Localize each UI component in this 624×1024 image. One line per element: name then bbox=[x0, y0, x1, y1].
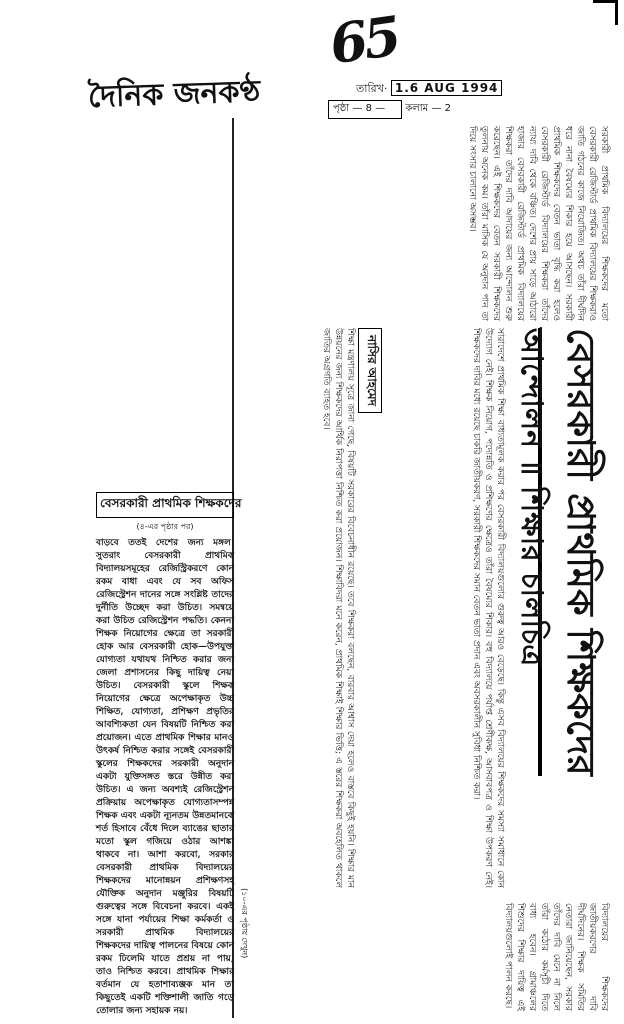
headline-area bbox=[510, 328, 610, 888]
stamp-date-row: তারিখ· 1.6 AUG 1994 bbox=[356, 80, 502, 99]
article-byline: নাসির আহমেদ bbox=[358, 328, 382, 413]
article-column: সারাদেশে প্রাথমিক শিক্ষা বাধ্যতামূলক করার পর বেসরকারী বিদ্যালয়গুলোর গুরুত্ব আরও বেড়েছে। কিন্তু এসব বিদ্যালয়ের শিক্ষকদের সমস্যা সমাধানে কোন উদ্যোগ নেই। শিক্ষক নিয়োগ, পদোন্নতি ও প্রশিক্ষণের ক্ষেত্রেও তাঁরা বৈষম্যের শিকার। বহু বিদ্যালয়ে পর্যাপ্ত শ্রেণীকক্ষ, আসবাবপত্র ও শিক্ষা উপকরণ নেই। শিক্ষকদের দাবির মধ্যে রয়েছে চাকরি জাতীয়করণ, সরকারী শিক্ষকদের সমান বেতন ভাতা প্রদান এবং অবসরকালীন সুবিধা নিশ্চিত করা। bbox=[471, 328, 505, 888]
date-stamp bbox=[322, 66, 499, 118]
handwritten-page-number: 65 bbox=[325, 3, 402, 77]
main-article-block bbox=[232, 118, 618, 1018]
continuation-article bbox=[96, 492, 242, 1016]
article-column: শিক্ষা মন্ত্রণালয় সূত্রে জানা গেছে, বিষয়টি সরকারের বিবেচনাধীন রয়েছে। তবে শিক্ষকরা বলছেন, বারবার আশ্বাস দেয়া হলেও বাস্তবে কিছুই হয়নি। শিক্ষার মান উন্নয়নের জন্য শিক্ষকদের আর্থিক নিরাপত্তা নিশ্চিত করা প্রয়োজন। শিক্ষাবিদরা মনে করেন, প্রাথমিক শিক্ষাই শিক্ষার ভিত্তি; এ স্তরের শিক্ষকরা অবহেলিত থাকলে জাতির অগ্রগতি ব্যাহত হবে। bbox=[321, 328, 355, 888]
continuation-body: বাড়বে ততই দেশের জন্য মঙ্গল। সুতরাং বেসরকারী প্রাথমিক বিদ্যালয়সমূহের রেজিস্ট্রিকরণে কোন রকম বাধা এবং যে সব অফিস রেজিস্ট্রেশন দানের সঙ্গে সংশ্লিষ্ট তাদের দুর্নীতি উচ্ছেদ করা উচিত। সমন্বয়ে করা উচিত রেজিস্ট্রেশন পদ্ধতি। কেননা শিক্ষক নিয়োগের ক্ষেত্রে তা সরকারী হোক আর বেসরকারী হোক—উপযুক্ত যোগ্যতা যথাযথ নিশ্চিত করার জন্য জেলা প্রশাসনের কিছু দায়িত্ব নেয়া উচিত। বেসরকারী স্কুলে শিক্ষক নিয়োগের ক্ষেত্রে অপেক্ষাকৃত উচ্চ শিক্ষিত, যোগ্যতা, প্রশিক্ষণ প্রভৃতির আবশ্যিকতা যেন বিষয়টি নিশ্চিত করা প্রয়োজন। এতে প্রাথমিক শিক্ষার মানও উৎকর্ষ নিশ্চিত করার সঙ্গেই বেসরকারী স্কুলের শিক্ষকদের সরকারী অনুদান একটা যুক্তিসঙ্গত স্তরে উন্নীত করা উচিত। এ জন্য অবশ্যই রেজিস্ট্রেশন প্রক্রিয়ায় অপেক্ষাকৃত যোগ্যতাসম্পন্ন শিক্ষক এবং একটা ন্যূনতম উন্নতমানকে শর্ত হিসাবে বেঁধে দিলে ব্যাঙের ছাতার মতো স্কুল গজিয়ে ওঠার আশঙ্কা থাকবে না। আশা করবো, সরকার বেসরকারী প্রাথমিক বিদ্যালয়ের শিক্ষকদের মানোন্নয়ন প্রশিক্ষণসহ যৌক্তিক অনুদান মঞ্জুরির বিষয়টি গুরুত্বের সঙ্গে বিবেচনা করবে। একই সঙ্গে যানা পর্যায়ের শিক্ষা কর্মকর্তা ও সরকারী প্রাথমিক বিদ্যালয়ের শিক্ষকদের দায়িত্ব পালনের বিষয়ে কোন রকম ঢিলেমি যাতে প্রশ্রয় না পায়, তাও নিশ্চিত করবে। প্রাথমিক শিক্ষার বর্তমান যে হতাশাব্যঞ্জক মান তা কিছুতেই একটি শক্তিশালী জাতি গড়ে তোলার জন্য সহায়ক নয়। bbox=[96, 538, 234, 1016]
stamp-page-row: পৃষ্ঠা — 8 — কলাম — 2 bbox=[328, 100, 451, 119]
article-column: সরকারী প্রাথমিক বিদ্যালয়ের শিক্ষকদের মতো বেসরকারী রেজিস্টার্ড প্রাথমিক বিদ্যালয়ের শিক্ষকরাও জাতি গঠনের কাজে নিয়োজিত। অথচ তাঁরা দীর্ঘদিন ধরে নানা বৈষম্যের শিকার হয়ে আসছেন। সরকারী প্রাথমিক শিক্ষকদের বেতন ভাতা বৃদ্ধি করা হলেও বেসরকারী রেজিস্টার্ড বিদ্যালয়ের শিক্ষকরা তাঁদের ন্যায্য দাবি থেকে বঞ্চিত। দেশের প্রায় সাড়ে আঠারো হাজার বেসরকারী রেজিস্টার্ড প্রাথমিক বিদ্যালয়ের শিক্ষকরা তাঁদের দাবি আদায়ের জন্য আন্দোলন শুরু করেছেন। এই শিক্ষকদের বেতন সরকারী শিক্ষকদের তুলনায় অনেক কম। তাঁরা মাসিক যে অনুদান পান তা দিয়ে সংসার চালানো অসম্ভব। bbox=[467, 126, 609, 321]
continuation-from-note: (৪-এর পৃষ্ঠার পর) bbox=[136, 522, 194, 531]
stamp-date-label: তারিখ bbox=[356, 82, 384, 95]
stamp-date-value: 1.6 AUG 1994 bbox=[391, 80, 503, 96]
newspaper-masthead: দৈনিক জনকণ্ঠ bbox=[87, 74, 261, 115]
continuation-title: বেসরকারী প্রাথমিক শিক্ষকদের bbox=[96, 492, 234, 518]
article-subheadline: আন্দোলন ॥ শিক্ষার চালচিত্র bbox=[514, 328, 549, 667]
stamp-page-label: পৃষ্ঠা bbox=[333, 103, 350, 114]
stamp-column-label: কলাম bbox=[405, 103, 429, 114]
stamp-column-value: 2 bbox=[444, 103, 451, 114]
stamp-page-value: 8 bbox=[365, 103, 372, 114]
article-column: বিদ্যালয়ের শিক্ষকদের জাতীয়করণের দাবি দীর্ঘদিনের। শিক্ষক সমিতির নেতারা জানিয়েছেন, সরকার তাঁদের দাবি মেনে না নিলে তাঁরা কঠোর কর্মসূচী দিতে বাধ্য হবেন। গ্রামাঞ্চলের শিশুদের শিক্ষার দায়িত্ব এই বিদ্যালয়গুলোই পালন করছে। bbox=[503, 903, 609, 1011]
article-headline: বেসরকারী প্রাথমিক শিক্ষকদের bbox=[538, 328, 610, 776]
rotated-article bbox=[234, 118, 618, 1018]
continuation-note: (১০-এর পৃষ্ঠায় দেখুন) bbox=[240, 888, 249, 959]
page-corner-mark bbox=[593, 0, 618, 25]
